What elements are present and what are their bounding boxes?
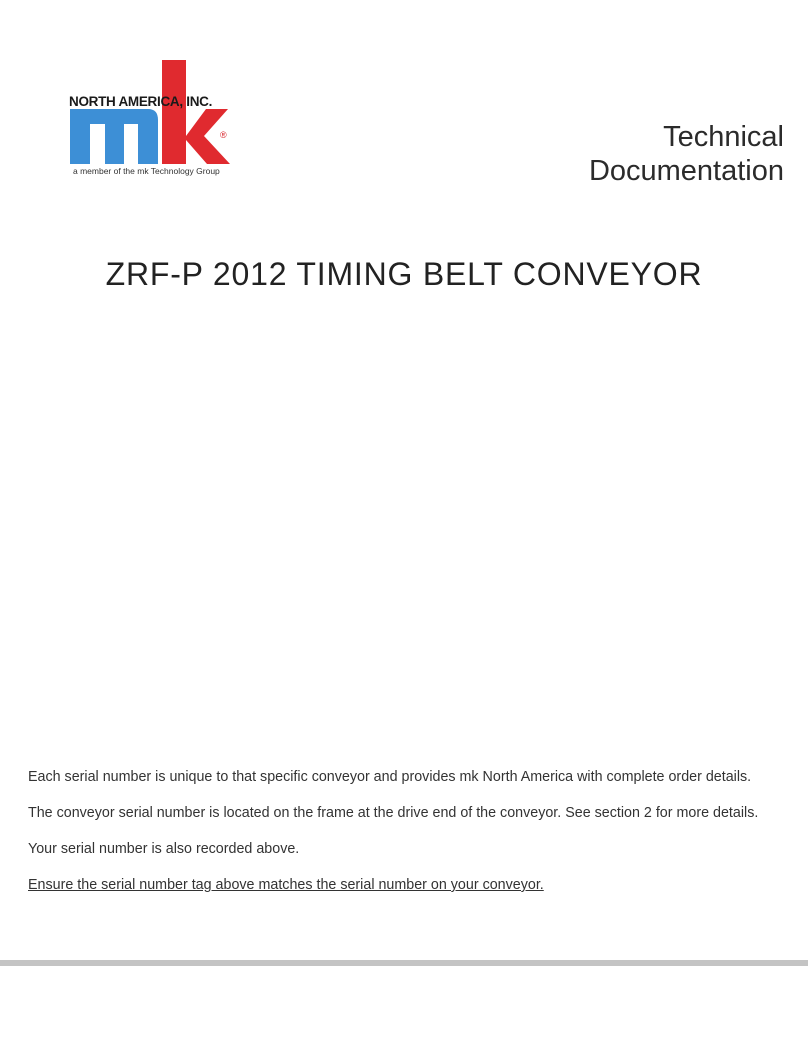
note-paragraph: Your serial number is also recorded above.: [28, 841, 300, 857]
logo-company-line: NORTH AMERICA, INC.: [69, 94, 213, 109]
note-paragraph: The conveyor serial number is located on the frame at the drive end of the conveyor. See section 2 for more details.: [28, 805, 759, 821]
document-type-line-2: Documentation: [588, 155, 784, 187]
note-paragraph: Each serial number is unique to that specific conveyor and provides mk North America with complete order details.: [28, 769, 752, 785]
logo-registered-mark: ®: [220, 130, 227, 140]
footer-divider: [0, 960, 808, 966]
document-type-heading: [524, 120, 784, 188]
document-type-line-1: Technical: [663, 121, 784, 153]
note-paragraph-emphasis: Ensure the serial number tag above matches the serial number on your conveyor.: [28, 877, 544, 893]
logo-tagline: a member of the mk Technology Group: [73, 166, 220, 176]
logo-red-stem: [162, 60, 186, 164]
logo-letter-m: [70, 109, 158, 164]
serial-number-notes: [28, 768, 788, 912]
mk-logo-graphic: [68, 60, 238, 180]
mk-logo: [68, 60, 238, 180]
document-title: ZRF-P 2012 TIMING BELT CONVEYOR: [105, 256, 703, 292]
